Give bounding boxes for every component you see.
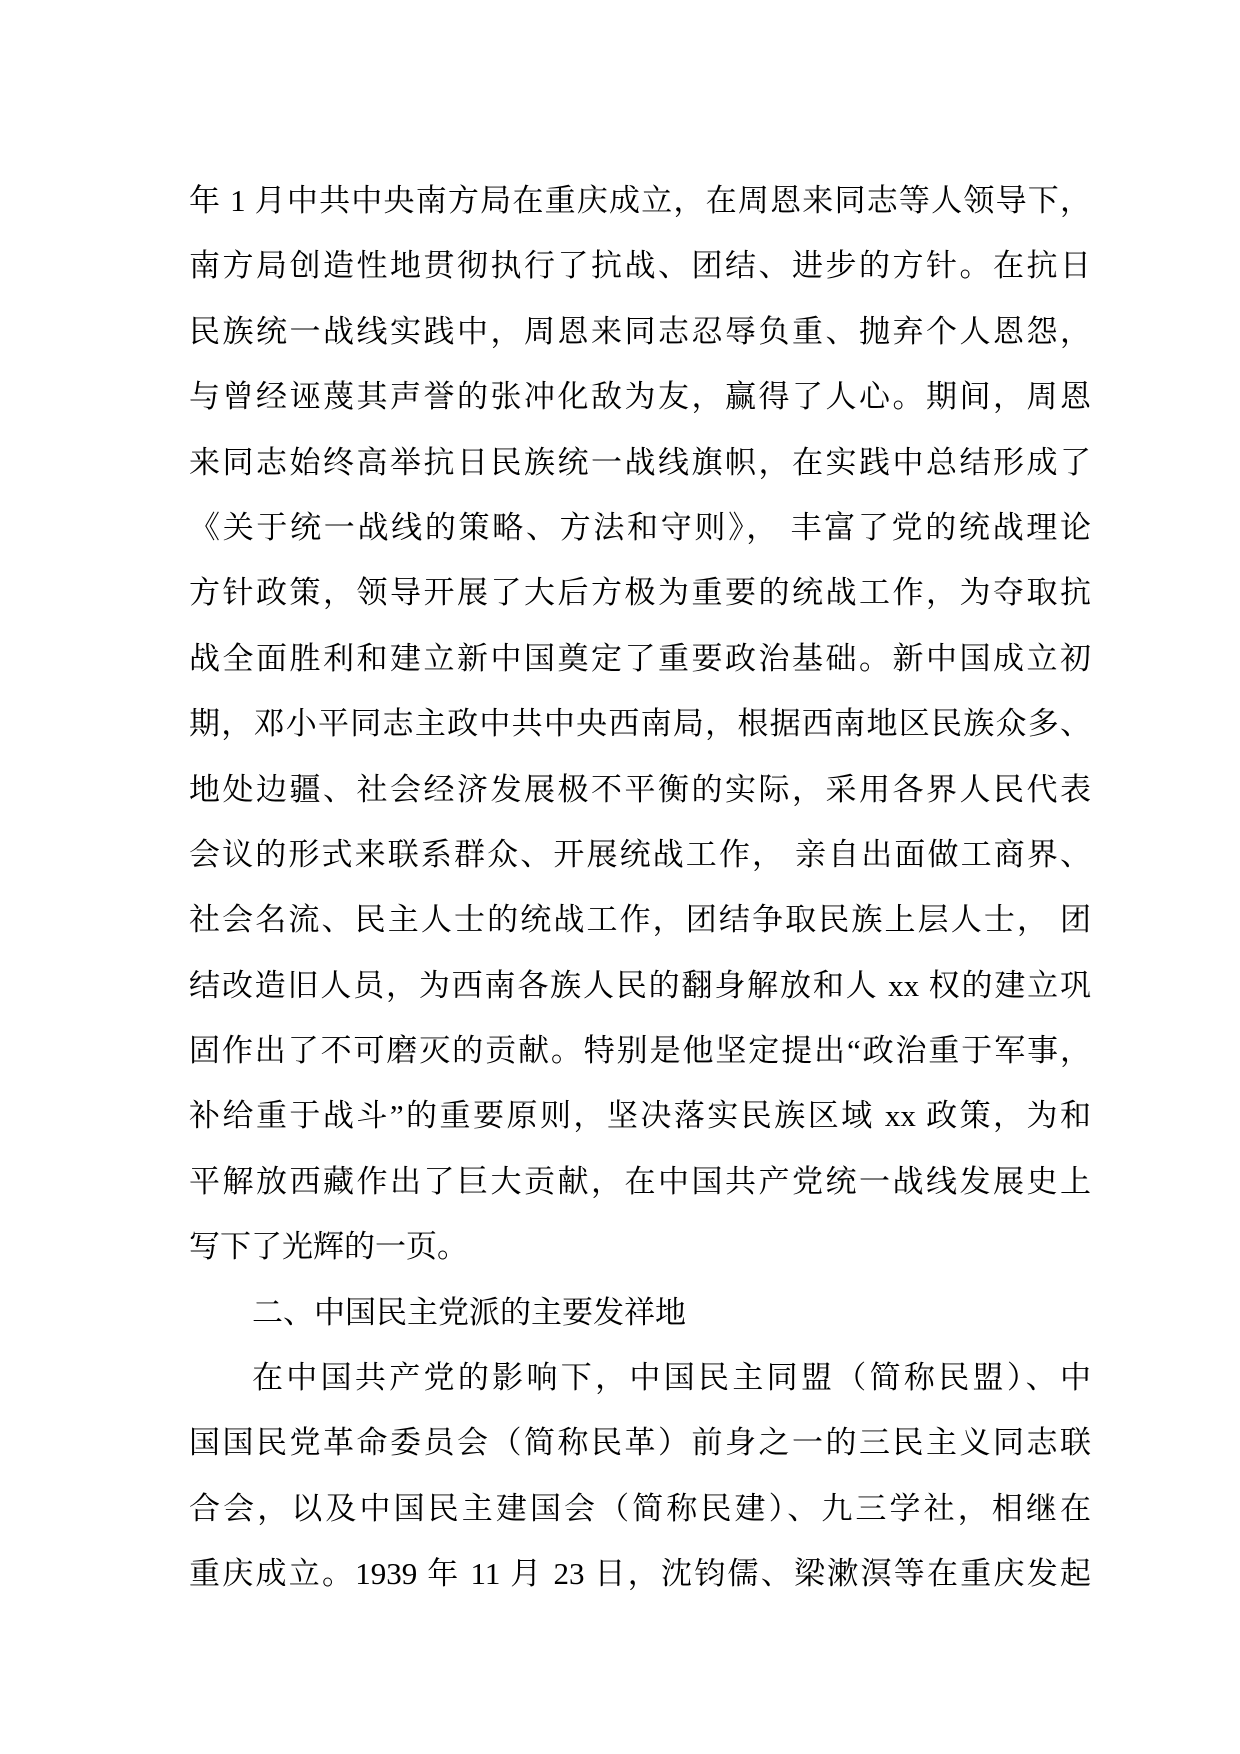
paragraph-line: 固作出了不可磨灭的贡献。特别是他坚定提出“政治重于军事， xyxy=(189,1033,1091,1069)
paragraph xyxy=(189,168,1091,1280)
paragraph-line: 写下了光辉的一页。 xyxy=(189,1229,468,1265)
paragraph-line: 期，邓小平同志主政中共中央西南局，根据西南地区民族众多、 xyxy=(189,706,1091,742)
paragraph-line: 补给重于战斗”的重要原则，坚决落实民族区域 xx 政策，为和 xyxy=(189,1098,1091,1134)
paragraph-line: 《关于统一战线的策略、方法和守则》， 丰富了党的统战理论 xyxy=(189,509,1091,545)
paragraph-line: 来同志始终高举抗日民族统一战线旗帜，在实践中总结形成了 xyxy=(189,444,1091,480)
paragraph xyxy=(189,1345,1091,1607)
document-body xyxy=(189,168,1091,1607)
paragraph-line: 国国民党革命委员会（简称民革）前身之一的三民主义同志联 xyxy=(189,1425,1091,1461)
paragraph-line: 社会名流、民主人士的统战工作，团结争取民族上层人士， 团 xyxy=(189,902,1091,938)
paragraph-line: 战全面胜利和建立新中国奠定了重要政治基础。新中国成立初 xyxy=(189,640,1091,676)
paragraph-line: 地处边疆、社会经济发展极不平衡的实际，采用各界人民代表 xyxy=(189,771,1091,807)
paragraph-line: 年 1 月中共中央南方局在重庆成立，在周恩来同志等人领导下， xyxy=(189,183,1091,218)
section-heading: 二、中国民主党派的主要发祥地 xyxy=(252,1294,686,1330)
paragraph-line: 方针政策，领导开展了大后方极为重要的统战工作，为夺取抗 xyxy=(189,575,1091,611)
paragraph-line: 重庆成立。1939 年 11 月 23 日，沈钧儒、梁漱溟等在重庆发起 xyxy=(189,1556,1091,1592)
paragraph-line: 合会，以及中国民主建国会（简称民建）、九三学社，相继在 xyxy=(189,1490,1091,1526)
paragraph-line: 与曾经诬蔑其声誉的张冲化敌为友，赢得了人心。期间，周恩 xyxy=(189,379,1091,415)
paragraph-line: 会议的形式来联系群众、开展统战工作， 亲自出面做工商界、 xyxy=(189,836,1091,872)
paragraph-line: 南方局创造性地贯彻执行了抗战、团结、进步的方针。在抗日 xyxy=(189,248,1091,284)
paragraph-line: 在中国共产党的影响下，中国民主同盟（简称民盟）、中 xyxy=(252,1360,1091,1396)
paragraph-line: 结改造旧人员，为西南各族人民的翻身解放和人 xx 权的建立巩 xyxy=(189,967,1091,1003)
paragraph-line: 民族统一战线实践中，周恩来同志忍辱负重、抛弃个人恩怨， xyxy=(189,313,1091,349)
paragraph-line: 平解放西藏作出了巨大贡献，在中国共产党统一战线发展史上 xyxy=(189,1163,1091,1199)
